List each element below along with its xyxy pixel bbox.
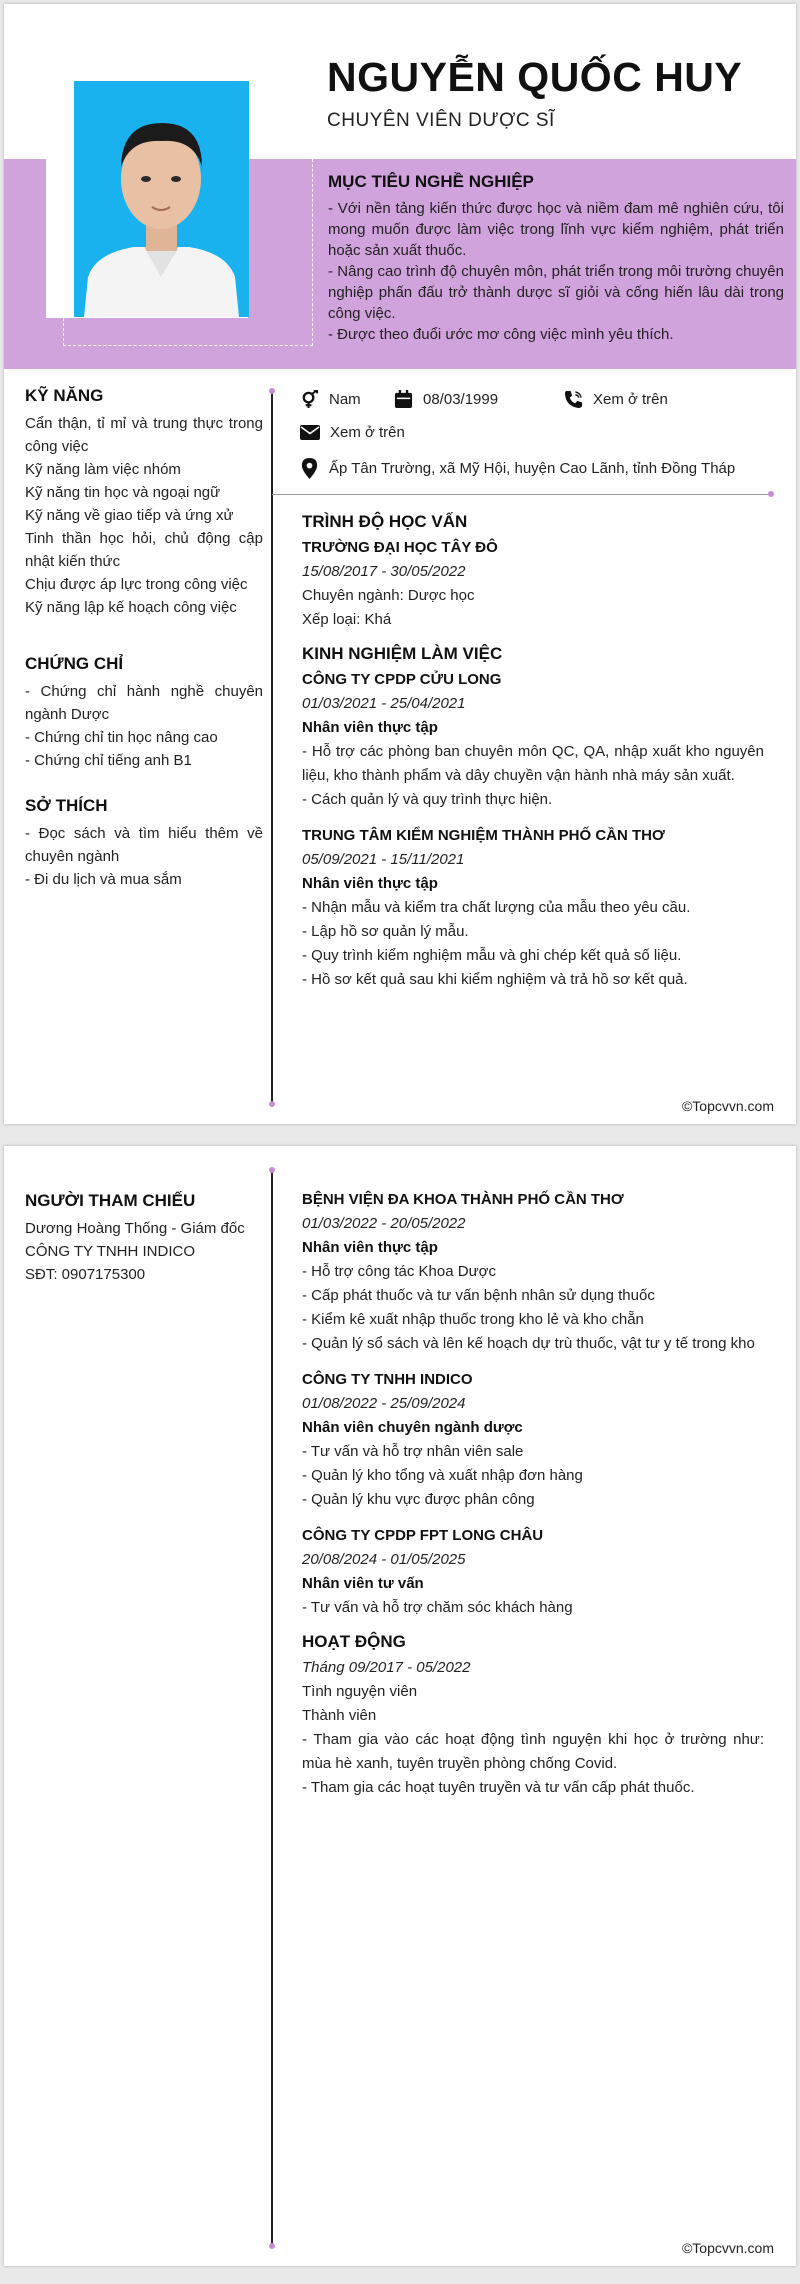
skill-item: Kỹ năng về giao tiếp và ứng xử: [25, 507, 234, 524]
cv-page-2: [4, 1146, 796, 2266]
objective-line: - Được theo đuổi ước mơ công việc mình yêu thích.: [328, 326, 674, 343]
calendar-icon: [394, 390, 413, 409]
school-name: TRƯỜNG ĐẠI HỌC TÂY ĐÔ: [302, 539, 498, 556]
birthday-field: [394, 390, 498, 409]
activity-org: Tình nguyện viên: [302, 1683, 418, 1700]
timeline-line: [271, 1170, 273, 2246]
objective-heading: MỤC TIÊU NGHỀ NGHIỆP: [328, 172, 534, 191]
timeline-line: [271, 391, 273, 1104]
job-date: 20/08/2024 - 01/05/2025: [302, 1551, 466, 1568]
gender-icon: [300, 390, 319, 409]
job-duty: - Cấp phát thuốc và tư vấn bệnh nhân sử dụng thuốc: [302, 1287, 655, 1304]
phone-field: [564, 390, 668, 409]
cv-page-1: [4, 4, 796, 1124]
hobby-item: - Đi du lịch và mua sắm: [25, 871, 182, 888]
email-field: [300, 424, 405, 441]
skill-item: Chịu được áp lực trong công việc: [25, 576, 248, 593]
job-entry: [302, 668, 764, 812]
activity-date: Tháng 09/2017 - 05/2022: [302, 1659, 471, 1676]
job-duty: - Quản lý sổ sách và lên kế hoạch dự trù thuốc, vật tư y tế trong kho: [302, 1335, 755, 1352]
job-duty: - Kiểm kê xuất nhập thuốc trong kho lẻ và kho chẵn: [302, 1311, 644, 1328]
activity-role: Thành viên: [302, 1707, 377, 1724]
birthday-value: 08/03/1999: [423, 391, 499, 408]
hobby-item: - Đọc sách và tìm hiểu thêm về chuyên ngành: [25, 825, 263, 865]
skill-item: Tinh thần học hỏi, chủ động cập nhật kiến thức: [25, 530, 263, 570]
hobbies-section: [25, 796, 263, 891]
skills-heading: KỸ NĂNG: [25, 386, 104, 405]
activities-section: [302, 1632, 764, 1800]
footer-watermark: ©Topcvvn.com: [681, 1098, 774, 1114]
address-value: Ấp Tân Trường, xã Mỹ Hội, huyện Cao Lãnh, tỉnh Đồng Tháp: [329, 460, 736, 477]
phone-value: Xem ở trên: [593, 391, 668, 408]
activity-line: - Tham gia các hoạt tuyên truyền và tư vấn cấp phát thuốc.: [302, 1779, 695, 1796]
job-entry: [302, 1524, 764, 1620]
certificate-item: - Chứng chỉ tiếng anh B1: [25, 752, 192, 769]
certificates-heading: CHỨNG CHỈ: [25, 654, 124, 673]
skill-item: Kỹ năng lập kế hoạch công việc: [25, 599, 237, 616]
education-heading: TRÌNH ĐỘ HỌC VẤN: [302, 512, 468, 531]
job-entry: [302, 1188, 764, 1356]
timeline-dot: [269, 1101, 275, 1107]
job-duty: - Hỗ trợ các phòng ban chuyên môn QC, QA, nhập xuất kho nguyên liệu, kho thành phẩm và dây chuyền vận hành nhà máy sản xuất.: [302, 743, 764, 784]
job-duty: - Tư vấn và hỗ trợ chăm sóc khách hàng: [302, 1599, 573, 1616]
activities-heading: HOẠT ĐỘNG: [302, 1632, 406, 1651]
job-duty: - Hỗ trợ công tác Khoa Dược: [302, 1263, 496, 1280]
skills-section: [25, 386, 263, 619]
right-column-page-1: [302, 512, 764, 992]
job-duty: - Quản lý khu vực được phân công: [302, 1491, 535, 1508]
timeline-dot: [269, 1167, 275, 1173]
certificate-item: - Chứng chỉ hành nghề chuyên ngành Dược: [25, 683, 263, 723]
experience-heading: KINH NGHIỆM LÀM VIỆC: [302, 644, 503, 663]
job-role: Nhân viên chuyên ngành dược: [302, 1419, 523, 1436]
candidate-name: NGUYỄN QUỐC HUY: [327, 54, 743, 100]
job-role: Nhân viên thực tập: [302, 875, 438, 892]
dashed-frame-right: [312, 154, 313, 346]
right-column-page-2: [302, 1188, 764, 1800]
objective-section: [328, 172, 784, 345]
phone-icon: [564, 390, 583, 409]
job-duty: - Tư vấn và hỗ trợ nhân viên sale: [302, 1443, 524, 1460]
references-section: [25, 1191, 263, 1286]
job-date: 01/03/2021 - 25/04/2021: [302, 695, 466, 712]
job-duty: - Hồ sơ kết quả sau khi kiểm nghiệm và trả hồ sơ kết quả.: [302, 971, 688, 988]
contact-divider: [272, 494, 771, 495]
company-name: CÔNG TY TNHH INDICO: [302, 1371, 473, 1388]
job-title: CHUYÊN VIÊN DƯỢC SĨ: [327, 110, 555, 131]
envelope-icon: [300, 424, 320, 441]
company-name: BỆNH VIỆN ĐA KHOA THÀNH PHỐ CẦN THƠ: [302, 1191, 624, 1208]
references-heading: NGƯỜI THAM CHIẾU: [25, 1191, 196, 1210]
certificate-item: - Chứng chỉ tin học nâng cao: [25, 729, 218, 746]
gender-value: Nam: [329, 391, 361, 408]
job-role: Nhân viên tư vấn: [302, 1575, 424, 1592]
email-value: Xem ở trên: [330, 424, 405, 441]
objective-line: - Nâng cao trình độ chuyên môn, phát triển trong môi trường chuyên nghiệp phấn đấu trở thành dược sĩ giỏi và cống hiến lâu dài trong công việc.: [328, 263, 784, 322]
company-name: CÔNG TY CPDP CỬU LONG: [302, 671, 502, 688]
timeline-dot: [269, 2243, 275, 2249]
job-entry: [302, 824, 764, 992]
job-duty: - Cách quản lý và quy trình thực hiện.: [302, 791, 553, 808]
reference-line: CÔNG TY TNHH INDICO: [25, 1243, 196, 1260]
reference-line: Dương Hoàng Thống - Giám đốc: [25, 1220, 245, 1237]
certificates-section: [25, 654, 263, 772]
location-pin-icon: [300, 458, 319, 479]
job-duty: - Lập hồ sơ quản lý mẫu.: [302, 923, 469, 940]
gender-field: [300, 390, 361, 409]
job-entry: [302, 1368, 764, 1512]
skill-item: Kỹ năng tin học và ngoại ngữ: [25, 484, 221, 501]
company-name: TRUNG TÂM KIỂM NGHIỆM THÀNH PHỐ CẦN THƠ: [302, 827, 665, 844]
objective-line: - Với nền tảng kiến thức được học và niềm đam mê nghiên cứu, tôi mong muốn được làm việc trong lĩnh vực kiểm nghiệm, phát triển hoặc sản xuất thuốc.: [328, 200, 784, 259]
job-duty: - Nhận mẫu và kiểm tra chất lượng của mẫu theo yêu cầu.: [302, 899, 691, 916]
dashed-frame-bottom: [63, 345, 313, 346]
timeline-dot: [269, 388, 275, 394]
job-date: 01/03/2022 - 20/05/2022: [302, 1215, 466, 1232]
profile-photo: [74, 81, 249, 317]
address-field: [300, 458, 735, 479]
job-duty: - Quản lý kho tổng và xuất nhập đơn hàng: [302, 1467, 583, 1484]
skill-item: Kỹ năng làm việc nhóm: [25, 461, 181, 478]
experience-section: [302, 644, 764, 992]
job-role: Nhân viên thực tập: [302, 719, 438, 736]
company-name: CÔNG TY CPDP FPT LONG CHÂU: [302, 1527, 544, 1544]
education-section: [302, 512, 764, 632]
skill-item: Cẩn thận, tỉ mỉ và trung thực trong công việc: [25, 415, 263, 455]
education-grade: Xếp loại: Khá: [302, 611, 392, 628]
education-major: Chuyên ngành: Dược học: [302, 587, 475, 604]
education-date: 15/08/2017 - 30/05/2022: [302, 563, 466, 580]
job-duty: - Quy trình kiểm nghiệm mẫu và ghi chép kết quả số liệu.: [302, 947, 682, 964]
job-role: Nhân viên thực tập: [302, 1239, 438, 1256]
reference-line: SĐT: 0907175300: [25, 1266, 146, 1283]
divider-dot: [768, 491, 774, 497]
job-date: 05/09/2021 - 15/11/2021: [302, 851, 465, 868]
hobbies-heading: SỞ THÍCH: [25, 796, 108, 815]
activity-line: - Tham gia vào các hoạt động tình nguyện khi học ở trường như: mùa hè xanh, tuyên truyền phòng chống Covid.: [302, 1731, 764, 1772]
footer-watermark: ©Topcvvn.com: [681, 2240, 774, 2256]
job-date: 01/08/2022 - 25/09/2024: [302, 1395, 466, 1412]
